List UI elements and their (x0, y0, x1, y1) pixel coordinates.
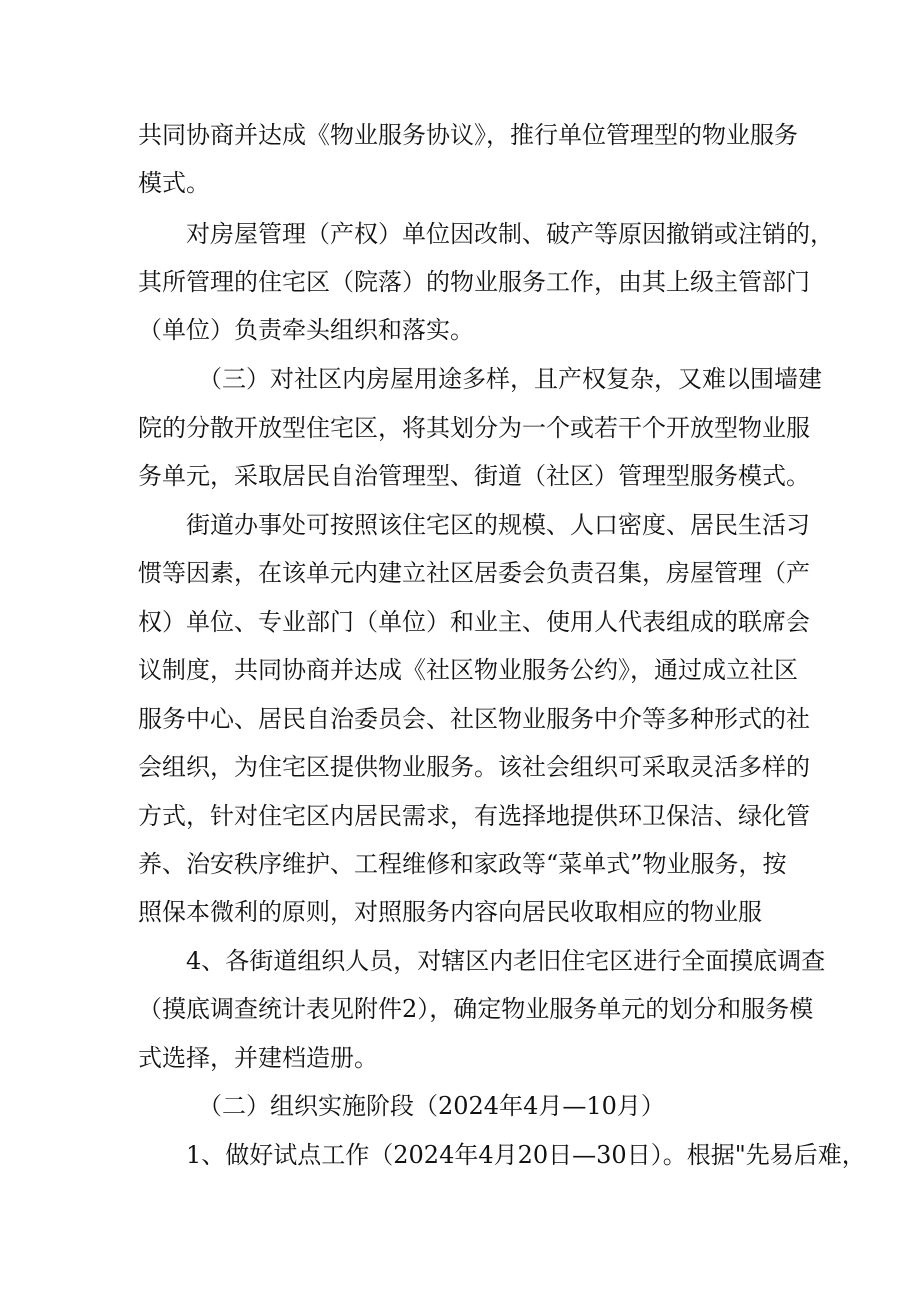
paragraph-line: 模式。 (138, 169, 210, 197)
paragraph-line: 议制度，共同协商并达成《社区物业服务公约》，通过成立社区 (138, 656, 798, 684)
paragraph-line: 照保本微利的原则，对照服务内容向居民收取相应的物业服 (138, 898, 762, 926)
paragraph-line: 4、各街道组织人员，对辖区内老旧住宅区进行全面摸底调查 (186, 947, 826, 975)
paragraph-line: 院的分散开放型住宅区，将其划分为一个或若干个开放型物业服 (138, 414, 810, 442)
paragraph-line: 会组织，为住宅区提供物业服务。该社会组织可采取灵活多样的 (138, 753, 810, 781)
paragraph-line: 方式，针对住宅区内居民需求，有选择地提供环卫保洁、绿化管 (138, 802, 810, 830)
paragraph-line: 其所管理的住宅区（院落）的物业服务工作，由其上级主管部门 (138, 268, 810, 296)
paragraph-line: 式选择，并建档造册。 (138, 1044, 378, 1072)
paragraph-line: 权）单位、专业部门（单位）和业主、使用人代表组成的联席会 (138, 608, 810, 636)
paragraph-line: 对房屋管理（产权）单位因改制、破产等原因撤销或注销的， (186, 220, 834, 248)
paragraph-line: 养、治安秩序维护、工程维修和家政等“菜单式”物业服务，按 (138, 850, 787, 878)
paragraph-line: 共同协商并达成《物业服务协议》，推行单位管理型的物业服务 (138, 121, 798, 149)
paragraph-line: 街道办事处可按照该住宅区的规模、人口密度、居民生活习 (186, 511, 810, 539)
paragraph-line: （摸底调查统计表见附件2），确定物业服务单元的划分和服务模 (138, 995, 814, 1023)
section-heading: （二）组织实施阶段（2024年4月—10月） (198, 1092, 665, 1120)
paragraph-line: 务单元，采取居民自治管理型、街道（社区）管理型服务模式。 (138, 462, 810, 490)
paragraph-line: （三）对社区内房屋用途多样，且产权复杂，又难以围墙建 (198, 365, 822, 393)
paragraph-line: （单位）负责牵头组织和落实。 (138, 316, 474, 344)
paragraph-line: 服务中心、居民自治委员会、社区物业服务中介等多种形式的社 (138, 705, 810, 733)
paragraph-line: 惯等因素，在该单元内建立社区居委会负责召集，房屋管理（产 (138, 559, 810, 587)
paragraph-line: 1、做好试点工作（2024年4月20日—30日）。根据"先易后难， (186, 1141, 866, 1169)
